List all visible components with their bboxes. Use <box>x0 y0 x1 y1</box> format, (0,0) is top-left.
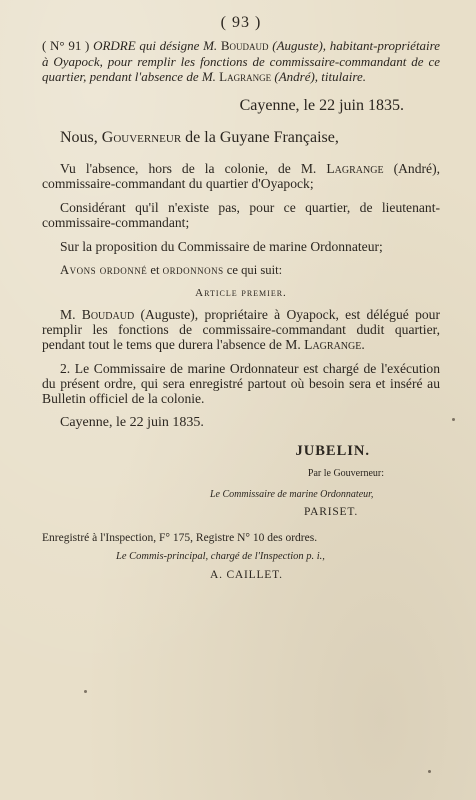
paper-speck <box>84 690 87 693</box>
article-1-name: Boudaud <box>81 306 135 322</box>
heading-text-2: (Auguste), habitant-propriétaire à Oyapock, pour remplir les fonctions de commissaire-commandant de ce quartier, pendant l'absence de M. <box>42 38 441 84</box>
page-number: ( 93 ) <box>220 14 262 31</box>
paper-speck <box>428 770 431 773</box>
absence-text-1: Vu l'absence, hors de la colonie, de M. <box>60 160 327 176</box>
registration-line: Enregistré à l'Inspection, F° 175, Registre N° 10 des ordres. <box>42 531 318 544</box>
signature-jubelin: JUBELIN. <box>295 442 370 459</box>
place-date: Cayenne, le 22 juin 1835. <box>239 96 404 114</box>
heading-text-3: (André), titulaire. <box>271 69 366 84</box>
paragraph-proposition: Sur la proposition du Commissaire de marine Ordonnateur; <box>60 238 383 254</box>
paragraph-absence <box>42 161 440 191</box>
heading-name-lagrange: Lagrange <box>219 69 272 84</box>
absence-text-2: (André), commissaire-commandant du quartier d'Oyapock; <box>42 160 441 191</box>
heading-name-boudaud: Boudaud <box>220 38 269 53</box>
article-1-a: M. <box>60 306 82 322</box>
absence-name: Lagrange <box>326 160 384 176</box>
paper-speck <box>452 418 455 421</box>
article-1 <box>42 307 440 352</box>
governor-title: Gouverneur <box>101 128 182 146</box>
article-1-b: (Auguste), propriétaire à Oyapock, est délégué pour remplir les fonctions de commissaire-commandant dudit quartier, pendant tout le tems que durera l'absence de M. <box>42 306 440 352</box>
signature-pariset: PARISET. <box>304 505 359 518</box>
article-1-c: . <box>361 336 365 352</box>
article-heading: Article premier. <box>195 286 287 299</box>
article-1-name-2: Lagrange <box>304 336 362 352</box>
ordonne-a: Avons ordonné <box>60 262 148 277</box>
paragraph-considerant: Considérant qu'il n'existe pas, pour ce quartier, de lieutenant-commissaire-commandant; <box>42 199 440 230</box>
governor-suffix: de la Guyane Française, <box>181 128 339 146</box>
article-2: 2. Le Commissaire de marine Ordonnateur est chargé de l'exécution du présent ordre, qui sera enregistré partout où besoin sera et inséré au Bulletin officiel de la colonie. <box>42 360 440 406</box>
ordonne-d: ce qui suit: <box>223 262 283 277</box>
order-title: ORDRE <box>93 38 136 53</box>
governor-prefix: Nous, <box>60 128 102 146</box>
heading-text-1: qui désigne M. <box>135 38 221 53</box>
ordonne-line <box>60 263 440 278</box>
ordonne-c: ordonnons <box>162 262 224 277</box>
closing-date: Cayenne, le 22 juin 1835. <box>60 414 204 430</box>
commis-title: Le Commis-principal, chargé de l'Inspection p. i., <box>116 550 325 562</box>
by-governor: Par le Gouverneur: <box>307 467 384 479</box>
ordonne-b: et <box>147 262 163 277</box>
order-number: ( N° 91 ) <box>42 38 90 53</box>
order-heading <box>42 38 440 85</box>
signature-caillet: A. CAILLET. <box>210 568 283 581</box>
governor-line <box>60 129 440 147</box>
commissaire-title: Le Commissaire de marine Ordonnateur, <box>210 488 374 500</box>
